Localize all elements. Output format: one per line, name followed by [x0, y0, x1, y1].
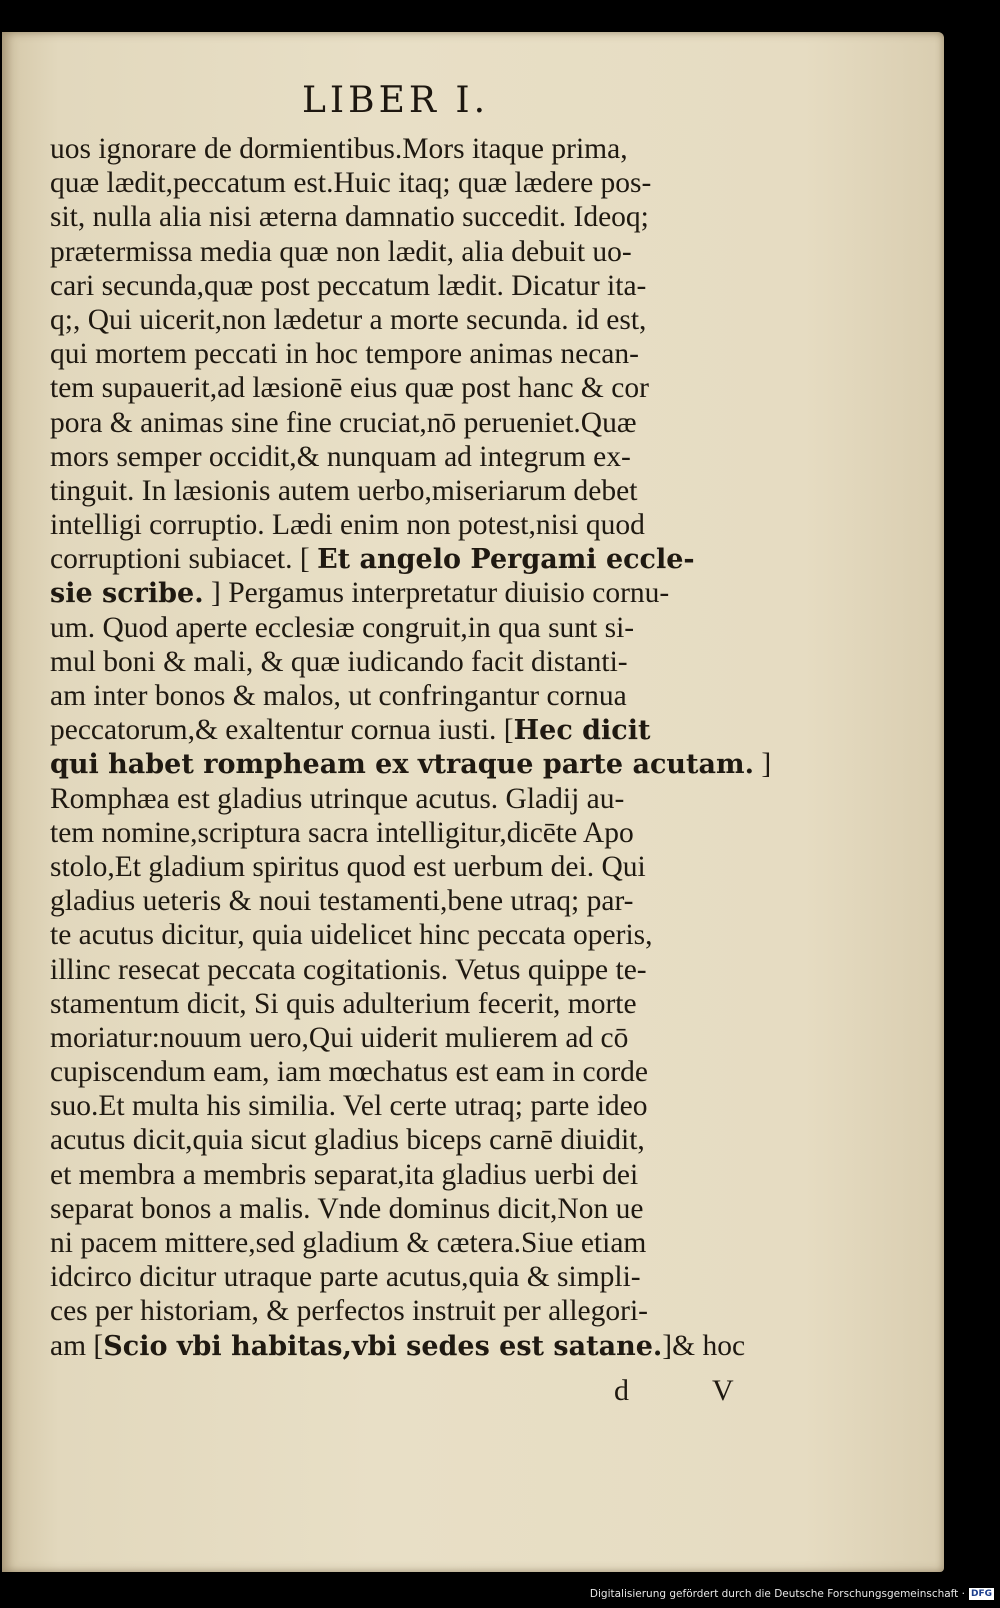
text-segment: ]& hoc: [662, 1329, 746, 1362]
text-segment: peccatorum,& exaltentur cornua iusti. [: [50, 714, 514, 747]
text-segment: pora & animas sine fine cruciat,nō perueniet.Quæ: [50, 406, 637, 439]
dfg-logo: DFG: [970, 1589, 992, 1599]
text-segment: idcirco dicitur utraque parte acutus,quia & simpli-: [50, 1261, 641, 1294]
text-segment: acutus dicit,quia sicut gladius biceps carnē diuidit,: [50, 1124, 645, 1157]
text-line: [50, 1294, 802, 1328]
body-text: [50, 132, 802, 1363]
text-line: [50, 371, 802, 405]
text-line: [50, 235, 802, 269]
text-segment: cari secunda,quæ post peccatum lædit. Dicatur ita-: [50, 269, 647, 302]
text-line: [50, 816, 802, 850]
signature-mark: d V: [614, 1374, 772, 1407]
text-line: [50, 1260, 802, 1294]
text-line: [50, 782, 802, 816]
text-line: [50, 200, 802, 234]
text-segment: ] Pergamus interpretatur diuisio cornu-: [203, 577, 670, 610]
text-line: [50, 1021, 802, 1055]
blackletter-lemma: qui habet rompheam ex vtraque parte acutam.: [50, 749, 754, 781]
text-line: [50, 440, 802, 474]
text-segment: suo.Et multa his similia. Vel certe utraq; parte ideo: [50, 1090, 648, 1123]
text-line: [50, 1192, 802, 1226]
text-segment: tinguit. In læsionis autem uerbo,miseriarum debet: [50, 474, 638, 507]
text-line: [50, 1123, 802, 1157]
text-line: [50, 747, 802, 781]
text-segment: ni pacem mittere,sed gladium & cætera.Siue etiam: [50, 1227, 647, 1259]
text-line: [50, 1055, 802, 1089]
text-segment: stolo,Et gladium spiritus quod est uerbum dei. Qui: [50, 850, 646, 883]
text-segment: mul boni & mali, & quæ iudicando facit distanti-: [50, 645, 628, 678]
text-line: [50, 508, 802, 542]
text-segment: prætermissa media quæ non lædit, alia debuit uo-: [50, 235, 632, 268]
text-segment: mors semper occidit,& nunquam ad integrum ex-: [50, 440, 631, 473]
text-segment: q;, Qui uicerit,non lædetur a morte secunda. id est,: [50, 303, 647, 336]
text-line: [50, 611, 802, 645]
text-segment: uos ignorare de dormientibus.Mors itaque prima,: [50, 133, 628, 165]
text-line: [50, 303, 802, 337]
text-segment: qui mortem peccati in hoc tempore animas necan-: [50, 338, 639, 371]
text-line: [50, 953, 802, 987]
text-segment: um. Quod aperte ecclesiæ congruit,in qua sunt si-: [50, 611, 635, 644]
text-segment: et membra a membris separat,ita gladius uerbi dei: [50, 1158, 639, 1191]
text-line: [50, 1089, 802, 1123]
text-segment: stamentum dicit, Si quis adulterium fecerit, morte: [50, 987, 637, 1020]
blackletter-lemma: Scio vbi habitas,vbi sedes est satane.: [103, 1330, 663, 1362]
text-line: [50, 884, 802, 918]
text-line: [50, 679, 802, 713]
text-line: [50, 474, 802, 508]
blackletter-lemma: Hec dicit: [513, 715, 651, 747]
text-segment: Romphæa est gladius utrinque acutus. Gladij au-: [50, 782, 625, 815]
text-line: [50, 337, 802, 371]
text-segment: moriatur:nouum uero,Qui uiderit mulierem ad cō: [50, 1021, 629, 1054]
running-head: LIBER I.: [302, 80, 490, 121]
text-line: [50, 645, 802, 679]
text-segment: tem nomine,scriptura sacra intelligitur,dicēte Apo: [50, 816, 634, 849]
text-segment: quæ lædit,peccatum est.Huic itaq; quæ lædere pos-: [50, 167, 652, 200]
text-segment: cupiscendum eam, iam mœchatus est eam in corde: [50, 1056, 648, 1089]
text-line: [50, 918, 802, 952]
text-segment: illinc resecat peccata cogitationis. Vetus quippe te-: [50, 953, 647, 986]
text-line: [50, 576, 802, 610]
text-segment: gladius ueteris & noui testamenti,bene utraq; par-: [50, 885, 634, 918]
text-segment: corruptioni subiacet. [: [50, 543, 318, 576]
text-line: [50, 166, 802, 200]
text-segment: am inter bonos & malos, ut confringantur cornua: [50, 680, 627, 712]
text-line: [50, 406, 802, 440]
text-line: [50, 542, 802, 576]
text-segment: ces per historiam, & perfectos instruit per allegori-: [50, 1295, 648, 1328]
book-page: [2, 32, 944, 1572]
text-segment: intelligi corruptio. Lædi enim non potest,nisi quod: [50, 509, 645, 542]
text-line: [50, 987, 802, 1021]
funding-credit-text: Digitalisierung gefördert durch die Deutsche Forschungsgemeinschaft ·: [589, 1588, 965, 1600]
text-segment: ]: [753, 748, 772, 781]
text-segment: tem supauerit,ad læsionē eius quæ post hanc & cor: [50, 372, 649, 405]
text-line: [50, 713, 802, 747]
text-line: [50, 850, 802, 884]
blackletter-lemma: sie scribe.: [50, 578, 204, 610]
text-line: [50, 1158, 802, 1192]
text-line: [50, 1226, 802, 1260]
text-segment: te acutus dicitur, quia uidelicet hinc peccata operis,: [50, 919, 653, 952]
text-segment: separat bonos a malis. Vnde dominus dicit,Non ue: [50, 1192, 644, 1225]
text-segment: sit, nulla alia nisi æterna damnatio succedit. Ideoq;: [50, 201, 649, 234]
text-line: [50, 269, 802, 303]
text-line: [50, 1329, 802, 1363]
text-line: [50, 132, 802, 166]
funding-credit: [590, 1588, 994, 1600]
blackletter-lemma: Et angelo Pergami eccle-: [317, 544, 695, 576]
text-segment: am [: [50, 1329, 104, 1362]
